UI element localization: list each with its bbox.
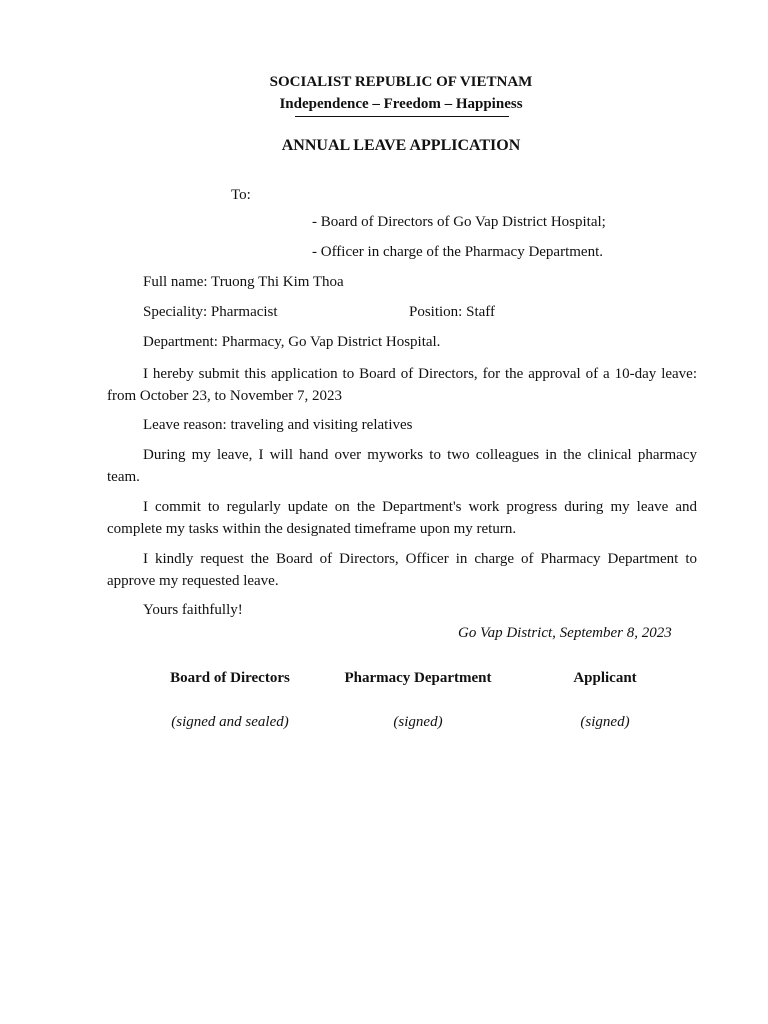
signature-title-applicant: Applicant — [573, 670, 637, 686]
document-title: ANNUAL LEAVE APPLICATION — [281, 137, 521, 154]
closing-line: Yours faithfully! — [143, 602, 243, 618]
country-heading: SOCIALIST REPUBLIC OF VIETNAM — [269, 74, 533, 90]
leave-reason: Leave reason: traveling and visiting relatives — [143, 417, 413, 433]
leave-request-paragraph: I hereby submit this application to Board of Directors, for the approval of a 10-day leave: from October 23, to November 7, 2023 — [107, 366, 697, 404]
recipient-pharmacy-officer: - Officer in charge of the Pharmacy Department. — [312, 244, 603, 260]
motto-heading: Independence – Freedom – Happiness — [279, 96, 523, 112]
full-name-field: Full name: Truong Thi Kim Thoa — [143, 274, 344, 290]
commitment-paragraph: I commit to regularly update on the Department's work progress during my leave and complete my tasks within the designated timeframe upon my return. — [107, 499, 697, 537]
handover-paragraph: During my leave, I will hand over myworks to two colleagues in the clinical pharmacy team. — [107, 447, 697, 485]
signature-title-board: Board of Directors — [170, 670, 290, 686]
signature-title-pharmacy: Pharmacy Department — [344, 670, 492, 686]
motto-underline — [295, 116, 509, 117]
to-label: To: — [231, 187, 251, 203]
signature-status-applicant: (signed) — [580, 714, 630, 730]
position-field: Position: Staff — [409, 304, 495, 320]
request-paragraph: I kindly request the Board of Directors, Officer in charge of Pharmacy Department to approve my requested leave. — [107, 551, 697, 589]
place-date: Go Vap District, September 8, 2023 — [458, 625, 672, 641]
signature-status-pharmacy: (signed) — [393, 714, 443, 730]
recipient-board: - Board of Directors of Go Vap District Hospital; — [312, 214, 606, 230]
signature-status-board: (signed and sealed) — [171, 714, 289, 730]
speciality-field: Speciality: Pharmacist — [143, 304, 278, 320]
department-field: Department: Pharmacy, Go Vap District Hospital. — [143, 334, 441, 350]
